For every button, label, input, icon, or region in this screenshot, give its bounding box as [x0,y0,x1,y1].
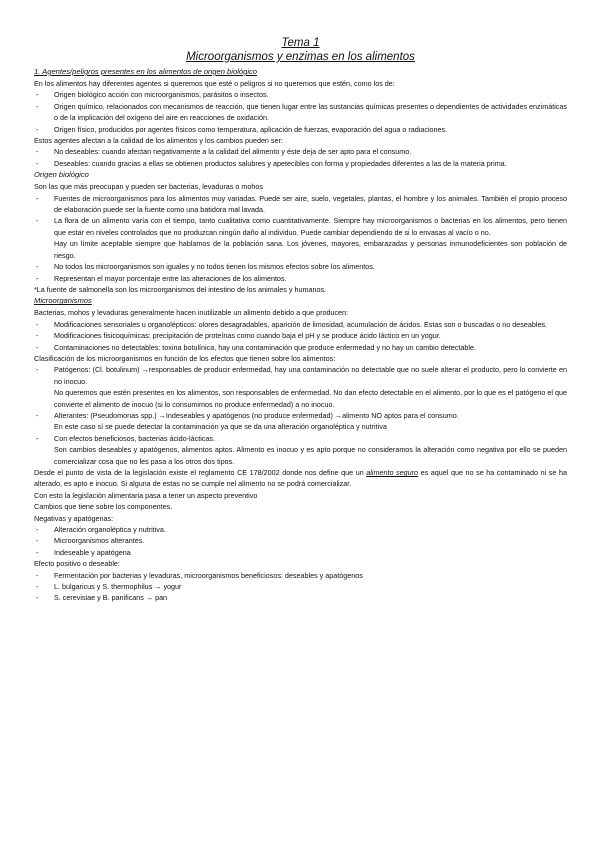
document-title: Tema 1 [281,37,320,49]
classification-list [34,364,567,387]
list-item: - Con efectos beneficiosos, bacterias ácido-lácticas. [34,433,567,444]
list-item: - Deseables: cuando gracias a ellas se obtienen productos salubres y apetecibles con forma y propiedades diferentes a las de la materia prima. [34,158,567,169]
positive-list [34,570,567,604]
classification-list-3 [34,433,567,444]
paragraph: Son las que más preocupan y pueden ser bacterias, levaduras o mohos [34,182,263,192]
list-item: - Origen biológico acción con microorganismos, parásitos o insectos. [34,89,567,100]
bio-list-2 [34,261,567,284]
document-page [34,36,567,604]
list-note: En este caso sí se puede detectar la contaminación ya que se da una alteración organoléptica y nutritiva [54,422,387,432]
list-item: - Alterantes: (Pseudomonas spp.) →Indeseables y apatógenos (no produce enfermedad) →alimento NO aptos para el consumo. [34,410,567,421]
list-item: - Alteración organoléptica y nutritiva. [34,524,567,535]
list-note: Hay un límite aceptable siempre que hablamos de la población sana. Los jóvenes, mayores, embarazadas y personas inmunodeficientes son población de riesgo. [54,239,567,260]
list-note: Son cambios deseables y apatógenos, alimentos aptos. Alimento es inocuo y es apto porque no consideramos la alteración como negativa por ello se pueden comercializar cosa que no les pasa a los otros dos tipos. [54,445,567,466]
alimento-seguro-link[interactable]: alimento seguro [366,468,419,477]
list-item: - S. cerevisiae y B. panificans → pan [34,592,567,603]
list-item: - Modificaciones fisicoquímicas: precipitación de proteínas como cuando baja el pH y se produce ácido láctico en un yogur. [34,330,567,341]
list-item: - Indeseable y apatógena [34,547,567,558]
list-item: - No todos los microorganismos son iguales y no todos tienen los mismos efectos sobre los alimentos. [34,261,567,272]
list-item: - L. bulgaricus y S. thermophilus → yogur [34,581,567,592]
classification-list-2 [34,410,567,421]
list-item: - Origen químico, relacionados con mecanismos de reacción, que tienen lugar entre las sustancias químicas presentes o dependientes de actividades enzimáticas o de la implicación del oxígeno del aire en reacciones de oxidación. [34,101,567,124]
footnote: *La fuente de salmonella son los microorganismos del intestino de los animales y humanos. [34,284,327,294]
legal-text: es aquel que no se ha contaminado ni se ha alterado, es apto e inocuo. Si alguna de estas no se cumple nel alimento no se podrá comercializar. [34,468,567,489]
legal-text: Desde el punto de vista de la legislación existe el reglamento CE 178/2002 donde nos define que un [34,468,367,477]
section-heading: 1. Agentes/peligros presentes en los alimentos de origen biológico [34,67,258,76]
list-item: - No deseables: cuando afectan negativamente a la calidad del alimento y éste deja de ser apto para el consumo. [34,146,567,157]
legal-paragraph [34,467,567,490]
list-item: - Representan el mayor porcentaje entre las alteraciones de los alimentos. [34,273,567,284]
paragraph: En los alimentos hay diferentes agentes si queremos que esté o peligros si no queremos que estén, como los de: [34,79,395,88]
list-item: - Patógenos: (Cl. botulinum) →responsables de producir enfermedad, hay una contaminación no detectable que no suele alterar el producto, pero lo convierte en no inocuo. [34,364,567,387]
list-item: - La flora de un alimento varía con el tiempo, tanto cualitativa como cuantitativamente. Siempre hay microorganismos o bacterias en los alimentos, pero tienen que estar en niveles controlados que no produzcan ningún daño al individuo. Puede cambiar dependiendo de si lo envasas al vacío o no. [34,215,567,238]
micro-effects-list [34,319,567,353]
paragraph: Cambios que tiene sobre los componentes. [34,502,173,512]
list-item: - Origen físico, producidos por agentes físicos como temperatura, aplicación de fuerzas, evaporación del agua o radiaciones. [34,124,567,135]
list-item: - Microorganismos alterantes. [34,535,567,546]
changes-list [34,146,567,169]
paragraph: Clasificación de los microorganismos en función de los efectos que tienen sobre los alimentos: [34,353,336,363]
list-item: - Modificaciones sensoriales u organolépticos: olores desagradables, aparición de limosidad, acumulación de ácidos. Estas son o buscadas o no deseables. [34,319,567,330]
document-subtitle: Microorganismos y enzimas en los alimentos [186,51,415,63]
paragraph: Bacterias, mohos y levaduras generalmente hacen inutilizable un alimento debido a que producen: [34,308,349,318]
subsection-heading: Origen biológico [34,170,89,180]
bio-list [34,193,567,239]
negative-list [34,524,567,558]
list-note: No queremos que estén presentes en los alimentos, son responsables de enfermedad. No dan efecto detectable en el alimento, por lo que es el patógeno el que convierte el alimento de inocuo (si lo consumimos no produce enfermedad) a no inocuo. [54,388,567,409]
list-item: - Fuentes de microorganismos para los alimentos muy variadas. Puede ser aire, suelo, vegetales, plantas, el hombre y los animales. También el propio proceso de elaboración puede ser la fuente como una batidora mal lavada. [34,193,567,216]
paragraph: Estos agentes afectan a la calidad de los alimentos y los cambios pueden ser: [34,136,283,146]
list-item: - Fermentación por bacterias y levaduras, microorganismos beneficiosos: deseables y apatógenos [34,570,567,581]
list-item: - Contaminaciones no detectables: toxina botulínica, hay una contaminación que produce enfermedad y no hay un cambio detectable. [34,342,567,353]
subsection-heading: Microorganismos [34,296,92,306]
paragraph: Efecto positivo o deseable: [34,559,120,569]
paragraph: Con esto la legislación alimentaria pasa a tener un aspecto preventivo [34,490,258,500]
paragraph: Negativas y apatógenas: [34,513,114,523]
origins-list [34,89,567,135]
